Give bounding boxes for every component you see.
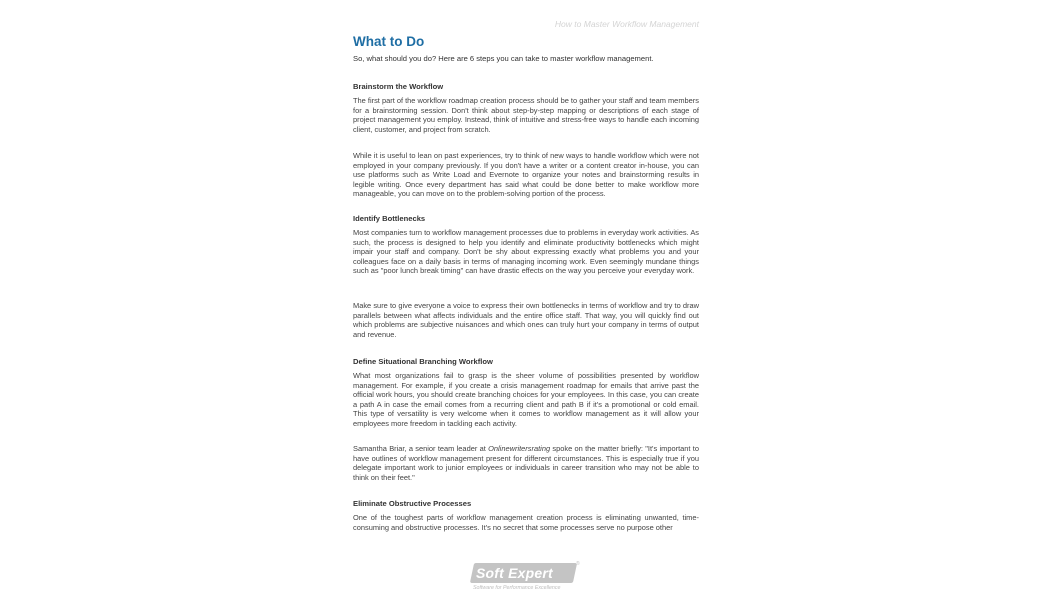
softexpert-logo [472,563,582,595]
paragraph: Most companies turn to workflow management processes due to problems in everyday work activities. As such, the process is designed to help you identify and eliminate productivity bottlenecks which might impair your staff and company. Don't be shy about expressing exactly what problems you and your colleagues face on a daily basis in terms of managing incoming work. Even seemingly mundane things such as "poor lunch break timing" can have drastic effects on the way you perceive your everyday work. [353,228,699,276]
paragraph: One of the toughest parts of workflow management creation process is eliminating unwanted, time-consuming and obstructive processes. It's no secret that some processes serve no purpose other [353,513,699,532]
section-brainstorm-continued [353,151,699,199]
intro-paragraph: So, what should you do? Here are 6 steps you can take to master workflow management. [353,54,654,63]
quote-before: Samantha Briar, a senior team leader at [353,444,489,453]
quote-after: spoke on the matter briefly: "It's important to have outlines of workflow management present for different circumstances. This is especially true if you delegate important work to junior employees or individuals in career transition who may not be able to think on their feet." [353,444,699,482]
document-page [353,0,699,600]
section-brainstorm [353,82,699,134]
section-heading: Brainstorm the Workflow [353,82,444,91]
section-heading: Define Situational Branching Workflow [353,357,493,366]
quote-paragraph [353,444,699,482]
paragraph: While it is useful to lean on past experiences, try to think of new ways to handle workflow which were not employed in your company previously. If you don't have a writer or a content creator in-house, you can use platforms such as Write Load and Evernote to organize your notes and brainstorming results in legible writing. Once every department has said what could be done better to make workflow more manageable, you can move on to the problem-solving portion of the process. [353,151,699,199]
section-bottlenecks [353,214,699,276]
section-eliminate [353,499,699,532]
registered-mark: ® [576,561,580,567]
running-header: How to Master Workflow Management [554,19,699,29]
paragraph: What most organizations fail to grasp is the sheer volume of possibilities presented by workflow management. For example, if you create a crisis management roadmap for emails that arrive past the official work hours, you should create branching choices for your employees. In this case, you can create a path A in case the email comes from a recurring client and path B if it's a promotional or cold email. This type of versatility is very welcome when it comes to workflow management as it will allow your employees more freedom in tackling each activity. [353,371,699,428]
quote-source: Onlinewritersrating [488,444,551,453]
logo-text: Soft Expert [476,565,553,581]
section-branching [353,357,699,429]
logo-tagline: Software for Performance Excellence [473,585,561,591]
page-title: What to Do [353,34,425,49]
paragraph: Make sure to give everyone a voice to express their own bottlenecks in terms of workflow and try to draw parallels between what affects individuals and the entire office staff. That way, you will quickly find out which problems are subjective nuisances and which ones can truly hurt your company in terms of output and revenue. [353,301,699,339]
section-bottlenecks-continued [353,301,699,339]
paragraph: The first part of the workflow roadmap creation process should be to gather your staff and team members for a brainstorming session. Don't think about step-by-step mapping or descriptions of each stage of project management you employ. Instead, think of intuitive and stress-free ways to handle each incoming client, customer, and project from scratch. [353,96,699,134]
section-heading: Identify Bottlenecks [353,214,426,223]
section-branching-quote [353,444,699,482]
section-heading: Eliminate Obstructive Processes [353,499,472,508]
